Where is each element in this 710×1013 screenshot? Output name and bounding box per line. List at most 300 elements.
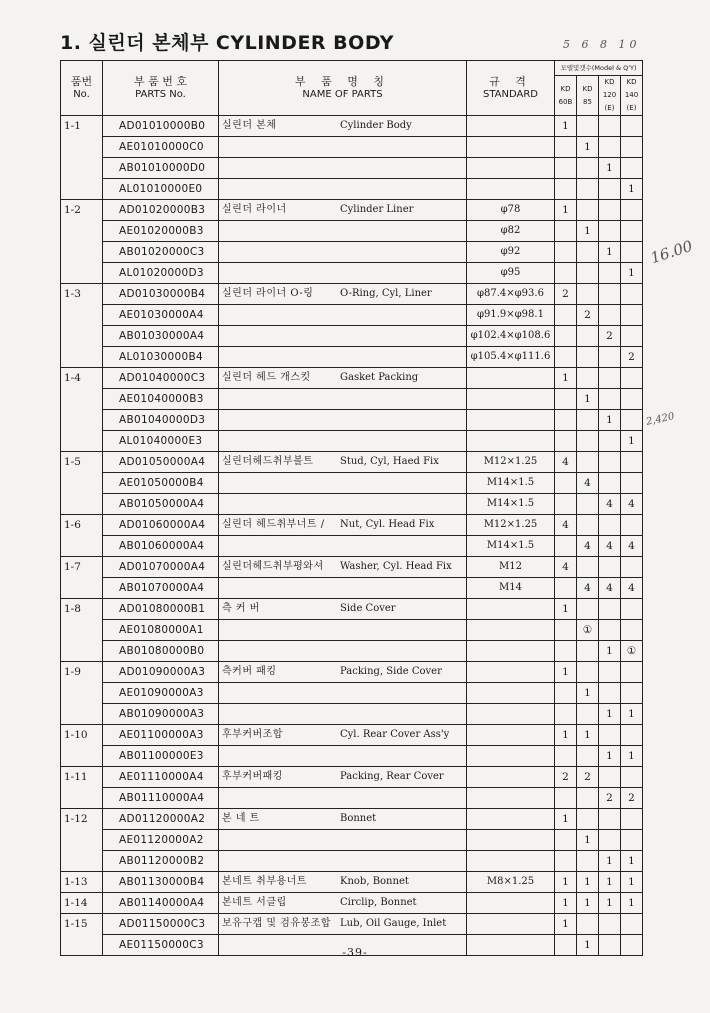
model-qty (555, 620, 577, 641)
model-qty: 1 (599, 410, 621, 431)
model-qty: 2 (599, 326, 621, 347)
handwritten-note-side-2: 2,420 (645, 411, 676, 428)
part-number: AD01090000A3 (103, 662, 219, 683)
table-row (61, 473, 643, 494)
part-standard (467, 914, 555, 935)
model-qty (621, 326, 643, 347)
part-name-ko: 후부커버조합 (222, 729, 283, 740)
part-number: AD01050000A4 (103, 452, 219, 473)
model-qty (577, 662, 599, 683)
part-number: AE01110000A4 (103, 767, 219, 788)
table-row (61, 515, 643, 536)
model-qty (621, 767, 643, 788)
part-name-ko: 본네트 서클립 (222, 897, 287, 908)
header-standard (467, 61, 555, 116)
model-qty (621, 200, 643, 221)
model-qty (555, 263, 577, 284)
part-number: AD01150000C3 (103, 914, 219, 935)
model-qty (621, 242, 643, 263)
group-no: 1-6 (61, 515, 103, 557)
model-qty: 1 (555, 662, 577, 683)
part-name (219, 221, 467, 242)
model-qty (577, 410, 599, 431)
model-qty: 1 (621, 851, 643, 872)
part-name-en: Cyl. Rear Cover Ass'y (340, 729, 450, 740)
table-row (61, 788, 643, 809)
model-qty: 4 (599, 494, 621, 515)
model-qty (599, 473, 621, 494)
part-standard: φ95 (467, 263, 555, 284)
table-row (61, 599, 643, 620)
model-qty (621, 368, 643, 389)
part-name (219, 242, 467, 263)
model-qty (577, 746, 599, 767)
group-no: 1-10 (61, 725, 103, 767)
model-qty: 4 (577, 473, 599, 494)
model-qty (599, 137, 621, 158)
table-row (61, 914, 643, 935)
table-row (61, 452, 643, 473)
model-qty (577, 515, 599, 536)
part-standard: φ82 (467, 221, 555, 242)
table-row (61, 284, 643, 305)
model-qty (599, 599, 621, 620)
part-name-en: O-Ring, Cyl, Liner (340, 288, 432, 299)
model-qty (599, 683, 621, 704)
model-qty: 1 (621, 179, 643, 200)
model-qty (555, 137, 577, 158)
part-name (219, 515, 467, 536)
part-name-ko: 본 네 트 (222, 813, 260, 824)
header-model-kd140e: KD 140 (E) (621, 76, 643, 116)
model-qty: 1 (577, 389, 599, 410)
part-standard (467, 683, 555, 704)
table-row (61, 305, 643, 326)
table-row (61, 158, 643, 179)
header-name (219, 61, 467, 116)
part-number: AB01120000B2 (103, 851, 219, 872)
model-qty (555, 704, 577, 725)
part-name (219, 431, 467, 452)
part-number: AE01120000A2 (103, 830, 219, 851)
part-name-en: Nut, Cyl. Head Fix (340, 519, 435, 530)
model-qty (599, 221, 621, 242)
page-number: -39- (342, 946, 368, 959)
part-number: AB01030000A4 (103, 326, 219, 347)
part-name-ko: 실린더 헤드취부너트 / (222, 519, 325, 530)
model-qty: 1 (555, 116, 577, 137)
model-qty (555, 179, 577, 200)
group-no: 1-13 (61, 872, 103, 893)
part-name-en: Lub, Oil Gauge, Inlet (340, 918, 447, 929)
part-number: AE01150000C3 (103, 935, 219, 956)
part-name (219, 389, 467, 410)
part-number: AE01090000A3 (103, 683, 219, 704)
model-qty (599, 179, 621, 200)
group-no: 1-1 (61, 116, 103, 200)
header-standard-en: STANDARD (482, 89, 538, 100)
model-qty: 1 (599, 893, 621, 914)
group-no: 1-4 (61, 368, 103, 452)
model-qty: 1 (577, 830, 599, 851)
table-row (61, 389, 643, 410)
part-standard: φ102.4×φ108.6 (467, 326, 555, 347)
part-number: AE01020000B3 (103, 221, 219, 242)
part-name-ko: 후부커버패킹 (222, 771, 283, 782)
part-name (219, 893, 467, 914)
table-row (61, 116, 643, 137)
part-name-en: Packing, Side Cover (340, 666, 442, 677)
model-qty: 1 (621, 872, 643, 893)
part-name (219, 578, 467, 599)
part-name (219, 368, 467, 389)
model-qty (621, 683, 643, 704)
part-number: AE01040000B3 (103, 389, 219, 410)
model-qty (599, 284, 621, 305)
part-name-en: Bonnet (340, 813, 377, 824)
model-qty (577, 599, 599, 620)
part-name-en: Washer, Cyl. Head Fix (340, 561, 452, 572)
part-name (219, 452, 467, 473)
model-qty: 1 (599, 704, 621, 725)
part-name-ko: 본네트 취부용너트 (222, 876, 307, 887)
table-row (61, 641, 643, 662)
part-name-en: Circlip, Bonnet (340, 897, 417, 908)
model-qty (577, 179, 599, 200)
part-name (219, 809, 467, 830)
table-row (61, 893, 643, 914)
part-name (219, 347, 467, 368)
part-number: AB01110000A4 (103, 788, 219, 809)
model-qty: 1 (599, 158, 621, 179)
part-number: AE01050000B4 (103, 473, 219, 494)
model-qty (555, 746, 577, 767)
part-name-en: Knob, Bonnet (340, 876, 409, 887)
part-name-ko: 실린더헤드취부볼트 (222, 456, 314, 467)
model-qty (621, 410, 643, 431)
part-number: AD01070000A4 (103, 557, 219, 578)
header-parts-no (103, 61, 219, 116)
group-no: 1-9 (61, 662, 103, 725)
part-name-ko: 실린더 본체 (222, 120, 277, 131)
part-standard (467, 767, 555, 788)
part-number: AL01020000D3 (103, 263, 219, 284)
model-qty (555, 830, 577, 851)
part-number: AB01130000B4 (103, 872, 219, 893)
part-number: AL01040000E3 (103, 431, 219, 452)
group-no: 1-2 (61, 200, 103, 284)
model-qty: ① (621, 641, 643, 662)
model-qty: 1 (555, 200, 577, 221)
model-qty: 1 (577, 935, 599, 956)
part-number: AD01010000B0 (103, 116, 219, 137)
part-number: AE01100000A3 (103, 725, 219, 746)
model-qty: 4 (577, 536, 599, 557)
model-qty: 1 (555, 809, 577, 830)
model-qty (599, 116, 621, 137)
table-row (61, 263, 643, 284)
model-qty (621, 830, 643, 851)
model-qty (621, 599, 643, 620)
model-qty (621, 662, 643, 683)
part-number: AB01040000D3 (103, 410, 219, 431)
part-name (219, 599, 467, 620)
model-qty: 1 (621, 263, 643, 284)
header-parts-no-ko: 부 품 번 호 (134, 75, 187, 88)
part-standard: M8×1.25 (467, 872, 555, 893)
part-standard (467, 137, 555, 158)
group-no: 1-7 (61, 557, 103, 599)
part-number: AB01060000A4 (103, 536, 219, 557)
table-row (61, 725, 643, 746)
part-standard (467, 893, 555, 914)
header-name-en: NAME OF PARTS (302, 89, 383, 100)
model-qty: 1 (577, 137, 599, 158)
part-number: AB01090000A3 (103, 704, 219, 725)
model-qty (599, 620, 621, 641)
model-qty (577, 788, 599, 809)
table-row (61, 200, 643, 221)
model-qty (555, 305, 577, 326)
model-qty: 2 (577, 767, 599, 788)
table-row (61, 242, 643, 263)
part-name (219, 557, 467, 578)
model-qty (577, 914, 599, 935)
part-number: AB01080000B0 (103, 641, 219, 662)
model-qty (555, 431, 577, 452)
part-number: AB01020000C3 (103, 242, 219, 263)
part-name-en: Stud, Cyl, Haed Fix (340, 456, 439, 467)
group-no: 1-3 (61, 284, 103, 368)
header-model-kd120e: KD 120 (E) (599, 76, 621, 116)
model-qty (577, 431, 599, 452)
header-no (61, 61, 103, 116)
part-name (219, 200, 467, 221)
model-qty: ① (577, 620, 599, 641)
model-qty: 1 (577, 221, 599, 242)
model-qty (577, 242, 599, 263)
model-qty (577, 368, 599, 389)
table-row (61, 410, 643, 431)
part-standard: φ87.4×φ93.6 (467, 284, 555, 305)
model-qty: 2 (555, 767, 577, 788)
part-standard (467, 662, 555, 683)
part-name-en: Packing, Rear Cover (340, 771, 444, 782)
model-qty (555, 578, 577, 599)
model-qty: 1 (599, 872, 621, 893)
part-standard (467, 431, 555, 452)
model-qty (621, 284, 643, 305)
model-qty (577, 116, 599, 137)
model-qty (621, 305, 643, 326)
model-qty: 2 (621, 788, 643, 809)
part-name (219, 137, 467, 158)
part-standard (467, 116, 555, 137)
part-name-ko: 실린더 라이너 (222, 204, 287, 215)
part-name-ko: 실린더헤드취부평와셔 (222, 561, 324, 572)
part-standard: M14×1.5 (467, 494, 555, 515)
model-qty: 4 (621, 578, 643, 599)
header-no-ko: 품번 (70, 75, 93, 88)
part-name-ko: 실린더 헤드 개스킷 (222, 372, 311, 383)
part-standard (467, 788, 555, 809)
model-qty (577, 641, 599, 662)
part-number: AD01030000B4 (103, 284, 219, 305)
group-no: 1-12 (61, 809, 103, 872)
table-row (61, 137, 643, 158)
parts-table (60, 60, 643, 956)
table-row (61, 872, 643, 893)
model-qty: 4 (621, 494, 643, 515)
part-standard: M14×1.5 (467, 536, 555, 557)
part-number: AE01030000A4 (103, 305, 219, 326)
model-qty (577, 704, 599, 725)
part-name-en: Side Cover (340, 603, 396, 614)
table-row (61, 368, 643, 389)
group-no: 1-11 (61, 767, 103, 809)
model-qty (555, 158, 577, 179)
model-qty (599, 431, 621, 452)
part-standard (467, 809, 555, 830)
part-standard (467, 389, 555, 410)
header-name-ko: 부 품 명 칭 (295, 75, 390, 88)
part-number: AB01050000A4 (103, 494, 219, 515)
table-row (61, 662, 643, 683)
model-qty (621, 221, 643, 242)
model-qty: 1 (599, 746, 621, 767)
model-qty (599, 809, 621, 830)
model-qty (555, 221, 577, 242)
table-row (61, 578, 643, 599)
table-row (61, 431, 643, 452)
model-qty (621, 116, 643, 137)
model-qty (577, 452, 599, 473)
table-row (61, 179, 643, 200)
part-number: AB01140000A4 (103, 893, 219, 914)
model-qty: 1 (577, 893, 599, 914)
handwritten-note-top: 5 6 8 10 (563, 38, 641, 51)
model-qty: 2 (555, 284, 577, 305)
table-row (61, 704, 643, 725)
part-standard (467, 368, 555, 389)
model-qty (555, 494, 577, 515)
model-qty: 2 (577, 305, 599, 326)
part-name-ko: 보유구캡 및 검유봉조합 (222, 918, 331, 929)
model-qty: 4 (577, 578, 599, 599)
part-name (219, 641, 467, 662)
part-name-ko: 실린더 라이너 O-링 (222, 288, 314, 299)
part-standard (467, 599, 555, 620)
model-qty (621, 725, 643, 746)
part-standard (467, 179, 555, 200)
part-name-en: Cylinder Liner (340, 204, 414, 215)
model-qty (577, 158, 599, 179)
part-name-en: Gasket Packing (340, 372, 419, 383)
part-name (219, 851, 467, 872)
part-number: AD01120000A2 (103, 809, 219, 830)
table-row (61, 683, 643, 704)
part-name-en: Cylinder Body (340, 120, 412, 131)
model-qty (621, 620, 643, 641)
model-qty (555, 473, 577, 494)
part-standard: M14×1.5 (467, 473, 555, 494)
model-qty: 1 (621, 704, 643, 725)
model-qty (555, 410, 577, 431)
model-qty (621, 809, 643, 830)
model-qty: 1 (577, 872, 599, 893)
model-qty (555, 641, 577, 662)
part-name (219, 158, 467, 179)
table-row (61, 536, 643, 557)
part-standard: φ92 (467, 242, 555, 263)
header-parts-no-en: PARTS No. (135, 89, 186, 100)
table-row (61, 221, 643, 242)
model-qty (555, 389, 577, 410)
model-qty (577, 494, 599, 515)
part-standard (467, 158, 555, 179)
part-name (219, 620, 467, 641)
part-number: AB01070000A4 (103, 578, 219, 599)
model-qty: 1 (599, 641, 621, 662)
model-qty: 1 (555, 368, 577, 389)
model-qty (621, 473, 643, 494)
model-qty (599, 452, 621, 473)
part-number: AL01010000E0 (103, 179, 219, 200)
part-name-ko: 측커버 패킹 (222, 666, 277, 677)
part-name (219, 704, 467, 725)
part-name (219, 494, 467, 515)
table-row (61, 746, 643, 767)
part-standard: M12×1.25 (467, 452, 555, 473)
part-name (219, 662, 467, 683)
part-number: AD01060000A4 (103, 515, 219, 536)
model-qty (555, 851, 577, 872)
model-qty: 4 (555, 557, 577, 578)
header-no-en: No. (73, 89, 90, 100)
table-row (61, 830, 643, 851)
part-name (219, 788, 467, 809)
model-qty (599, 557, 621, 578)
table-row (61, 767, 643, 788)
parts-table-body (61, 116, 643, 956)
model-qty (555, 326, 577, 347)
model-qty (621, 158, 643, 179)
model-qty: 1 (555, 872, 577, 893)
part-standard: φ78 (467, 200, 555, 221)
part-name (219, 914, 467, 935)
page-title: 1. 실린더 본체부 CYLINDER BODY (60, 32, 394, 54)
part-name (219, 326, 467, 347)
model-qty (599, 662, 621, 683)
model-qty: 1 (555, 599, 577, 620)
part-name (219, 263, 467, 284)
model-qty (599, 767, 621, 788)
model-qty: 4 (555, 452, 577, 473)
model-qty: 4 (599, 536, 621, 557)
model-qty (621, 137, 643, 158)
model-qty: 1 (621, 893, 643, 914)
model-qty (621, 557, 643, 578)
model-qty: 1 (599, 851, 621, 872)
model-qty: 4 (599, 578, 621, 599)
model-qty: 1 (555, 914, 577, 935)
model-qty (577, 809, 599, 830)
model-qty: 4 (621, 536, 643, 557)
model-qty: 2 (599, 788, 621, 809)
part-name (219, 410, 467, 431)
model-qty (577, 851, 599, 872)
part-standard (467, 620, 555, 641)
